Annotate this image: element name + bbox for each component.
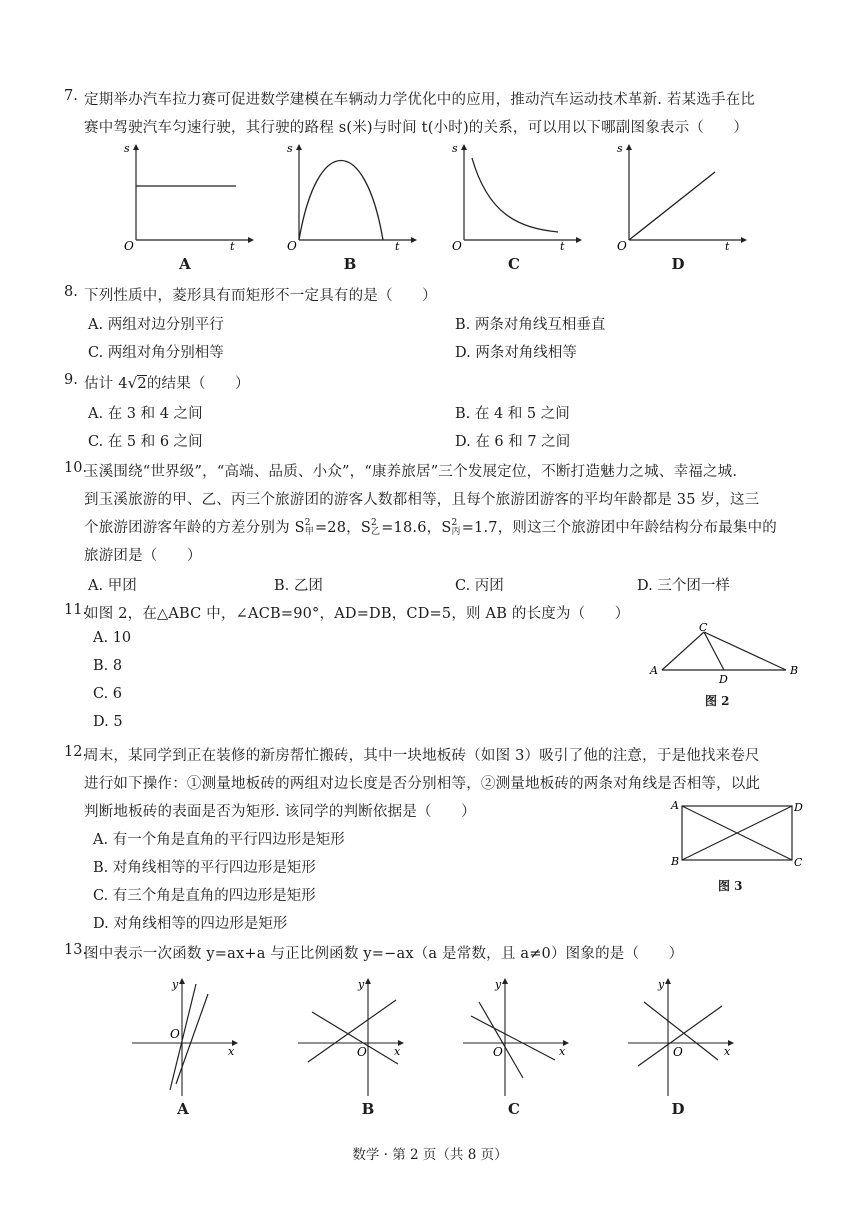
variance-sub-jia: 甲	[304, 527, 314, 537]
figure-3-caption: 图 3	[718, 879, 743, 893]
page-footer: 数学 · 第 2 页（共 8 页）	[352, 1147, 508, 1163]
q7-c-origin-label: O	[452, 239, 462, 252]
q7-d-origin-label: O	[617, 239, 627, 252]
q7-label-b: B	[343, 255, 357, 273]
q7-number: 7.	[64, 88, 78, 104]
q7-a-origin-label: O	[124, 239, 134, 252]
figure-3-rectangle	[668, 796, 808, 870]
q8-option-a: A. 两组对边分别平行	[88, 317, 224, 333]
q13-label-d: D	[671, 1100, 685, 1118]
q7-line-2: 赛中驾驶汽车匀速行驶，其行驶的路程 s(米)与时间 t(小时)的关系，可以用以下哪副图象表示（ ）	[84, 120, 749, 136]
q12-line-1: 周末，某同学到正在装修的新房帮忙搬砖，其中一块地板砖（如图 3）吸引了他的注意，于是他找来卷尺	[84, 748, 760, 764]
q13-d-x-axis-label: x	[724, 1045, 731, 1058]
q9-stem	[84, 372, 250, 393]
q9-option-c: C. 在 5 和 6 之间	[88, 434, 203, 450]
q7-graph-c	[446, 140, 586, 252]
q13-b-y-axis-label: y	[358, 978, 365, 991]
q7-b-origin-label: O	[287, 239, 297, 252]
rect-point-b-label: B	[671, 855, 680, 868]
q10-line3-part: 个旅游团游客年龄的方差分别为 S	[84, 520, 305, 536]
q7-c-t-axis-label: t	[560, 240, 565, 252]
q9-option-b: B. 在 4 和 5 之间	[455, 406, 570, 422]
variance-sup: 2	[371, 518, 377, 528]
q12-line-2: 进行如下操作：①测量地板砖的两组对边长度是否分别相等，②测量地板砖的两条对角线是否相等，以此	[84, 776, 761, 792]
q8-option-c: C. 两组对角分别相等	[88, 345, 224, 361]
rect-point-a-label: A	[671, 799, 679, 812]
q10-val-3: =1.7，则这三个旅游团中年龄结构分布最集中的	[461, 520, 777, 536]
q11-stem: 如图 2，在△ABC 中，∠ACB=90°，AD=DB，CD=5，则 AB 的长度为（ ）	[84, 606, 630, 622]
point-a-label: A	[650, 664, 658, 677]
q11-option-b: B. 8	[93, 658, 123, 674]
q7-graph-d	[611, 140, 751, 252]
q12-option-b: B. 对角线相等的平行四边形是矩形	[93, 860, 316, 876]
q12-option-d: D. 对角线相等的四边形是矩形	[93, 916, 288, 932]
q9-stem-suffix: 的结果（ ）	[146, 376, 250, 392]
q10-val-2: =18.6，S	[381, 520, 452, 536]
q11-number: 11.	[64, 602, 88, 618]
q7-graph-b	[281, 140, 421, 252]
q10-option-d: D. 三个团一样	[637, 578, 730, 594]
q12-number: 12.	[64, 744, 88, 760]
q13-c-y-axis-label: y	[495, 978, 502, 991]
q7-b-s-axis-label: s	[287, 142, 293, 155]
q13-label-b: B	[361, 1100, 375, 1118]
q13-graph-b	[292, 972, 412, 1100]
q8-option-b: B. 两条对角线互相垂直	[455, 317, 606, 333]
q11-option-a: A. 10	[93, 630, 132, 646]
q13-graph-a	[124, 972, 244, 1100]
q13-b-origin-label: O	[357, 1045, 367, 1059]
q8-stem: 下列性质中，菱形具有而矩形不一定具有的是（ ）	[84, 288, 437, 304]
q8-option-d: D. 两条对角线相等	[455, 345, 577, 361]
figure-2-triangle	[648, 622, 808, 688]
variance-sub-yi: 乙	[371, 527, 381, 537]
variance-sup: 2	[451, 518, 458, 528]
q9-number: 9.	[64, 372, 78, 388]
q13-stem: 图中表示一次函数 y=ax+a 与正比例函数 y=−ax（a 是常数，且 a≠0）图象的是（ ）	[84, 946, 684, 962]
q7-d-s-axis-label: s	[617, 142, 623, 155]
q7-label-a: A	[179, 255, 191, 273]
q10-option-a: A. 甲团	[88, 578, 137, 594]
q13-graph-c	[457, 972, 577, 1100]
q7-b-t-axis-label: t	[395, 240, 400, 252]
q10-option-b: B. 乙团	[274, 578, 323, 594]
variance-sup: 2	[304, 518, 311, 528]
q11-option-c: C. 6	[93, 686, 123, 702]
q13-b-x-axis-label: x	[394, 1045, 401, 1058]
q10-option-c: C. 丙团	[455, 578, 504, 594]
q7-label-d: D	[671, 255, 685, 273]
q11-option-d: D. 5	[93, 714, 123, 730]
sqrt-symbol: √	[127, 374, 138, 392]
q12-line-3: 判断地板砖的表面是否为矩形. 该同学的判断依据是（ ）	[84, 804, 476, 820]
q9-option-d: D. 在 6 和 7 之间	[455, 434, 571, 450]
q13-c-x-axis-label: x	[559, 1045, 566, 1058]
q13-label-c: C	[508, 1100, 520, 1118]
q9-option-a: A. 在 3 和 4 之间	[88, 406, 203, 422]
q7-a-s-axis-label: s	[124, 142, 130, 155]
q7-graph-a	[118, 140, 258, 252]
q10-val-1: =28，S	[314, 520, 371, 536]
q8-number: 8.	[64, 284, 78, 300]
q13-label-a: A	[177, 1100, 189, 1118]
point-d-label: D	[719, 673, 728, 686]
q9-radicand: 2	[137, 376, 147, 392]
q12-option-a: A. 有一个角是直角的平行四边形是矩形	[93, 832, 345, 848]
figure-2-caption: 图 2	[705, 694, 730, 708]
rect-point-d-label: D	[794, 801, 803, 814]
q12-option-c: C. 有三个角是直角的四边形是矩形	[93, 888, 316, 904]
q13-a-origin-label: O	[170, 1027, 180, 1041]
q7-d-t-axis-label: t	[725, 240, 730, 252]
q10-line-4: 旅游团是（ ）	[84, 548, 202, 564]
q7-line-1: 定期举办汽车拉力赛可促进数学建模在车辆动力学优化中的应用，推动汽车运动技术革新. 若某选手在比	[84, 92, 756, 108]
q10-line-2: 到玉溪旅游的甲、乙、丙三个旅游团的游客人数都相等，且每个旅游团游客的平均年龄都是 35 岁，这三	[84, 492, 760, 508]
q10-number: 10.	[64, 460, 88, 476]
q9-stem-prefix: 估计 4	[84, 376, 128, 392]
q13-graph-d	[622, 972, 742, 1100]
point-b-label: B	[790, 664, 799, 677]
q13-c-origin-label: O	[493, 1045, 503, 1059]
q13-number: 13.	[64, 942, 88, 958]
q7-a-t-axis-label: t	[230, 240, 235, 252]
variance-sub-bing: 丙	[451, 527, 461, 537]
q13-a-x-axis-label: x	[228, 1045, 235, 1058]
q13-a-y-axis-label: y	[172, 978, 179, 991]
q13-d-origin-label: O	[673, 1045, 683, 1059]
q7-label-c: C	[508, 255, 520, 273]
rect-point-c-label: C	[794, 856, 803, 869]
q10-line-3	[84, 516, 777, 537]
point-c-label: C	[699, 622, 708, 634]
q10-line-1: 玉溪围绕“世界级”，“高端、品质、小众”，“康养旅居”三个发展定位，不断打造魅力之城、幸福之城.	[84, 464, 738, 480]
q7-c-s-axis-label: s	[452, 142, 458, 155]
q13-d-y-axis-label: y	[658, 978, 665, 991]
